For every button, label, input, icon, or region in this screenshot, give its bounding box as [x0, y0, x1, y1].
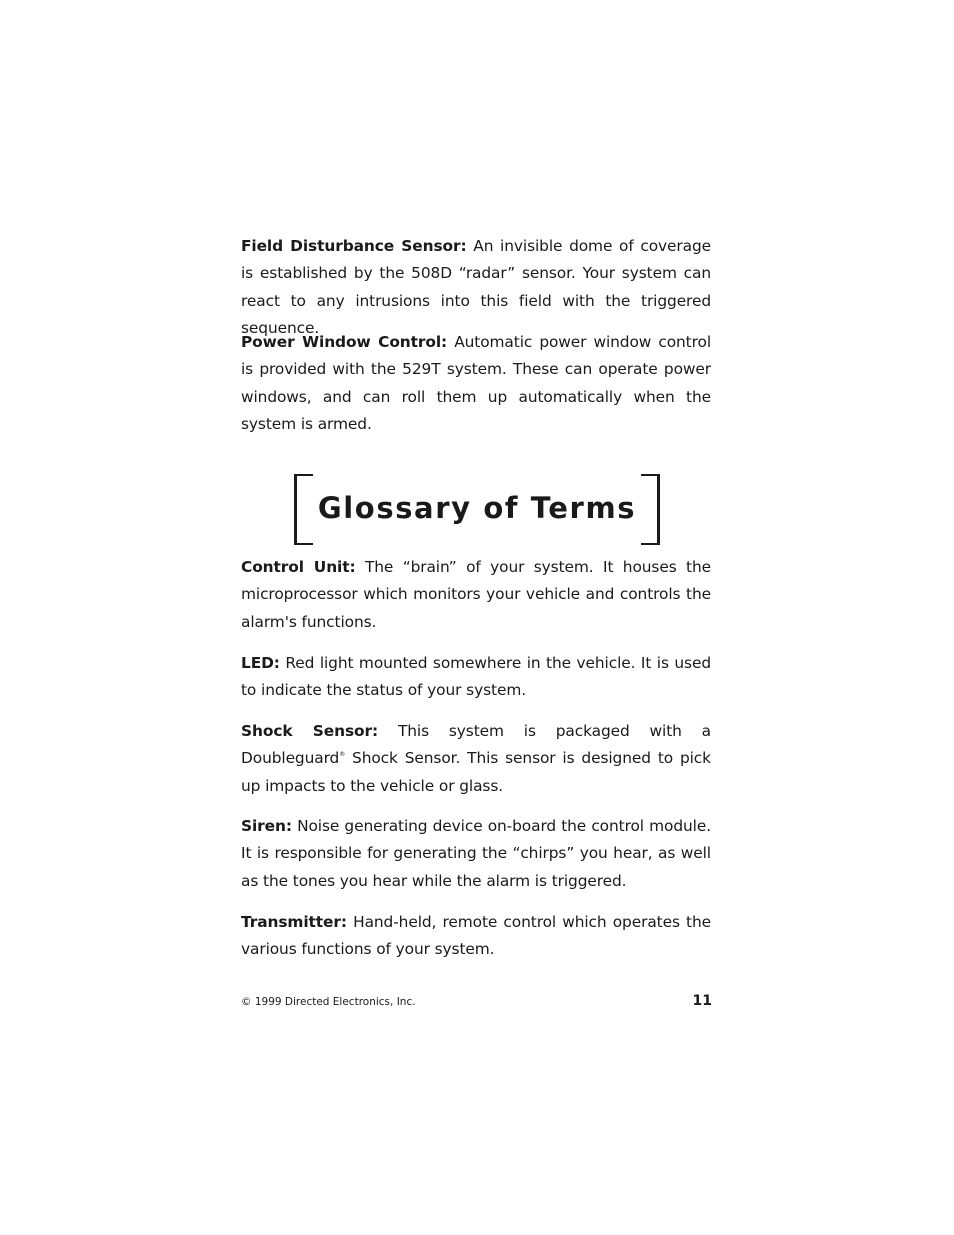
definition-power-window-control — [241, 329, 711, 438]
definition-term: Power Window Control: — [241, 333, 448, 351]
definition-text: An invisible dome of coverage is established by the 508D “radar” sensor. Your system can react to any intrusions into this field with the triggered sequence. — [241, 237, 712, 337]
glossary-definition: Red light mounted somewhere in the vehicle. It is used to indicate the status of your system. — [241, 654, 711, 700]
glossary-term: Transmitter: — [241, 913, 347, 931]
glossary-definition: Hand-held, remote control which operates the various functions of your system. — [241, 913, 711, 959]
definition-term: Field Disturbance Sensor: — [241, 237, 467, 255]
glossary-entry-shock-sensor — [241, 718, 711, 800]
glossary-term: Shock Sensor: — [241, 722, 379, 740]
glossary-definition: The “brain” of your system. It houses the microprocessor which monitors your vehicle and controls the alarm's functions. — [241, 558, 712, 631]
glossary-term: Control Unit: — [241, 558, 356, 576]
right-bracket-decoration — [641, 474, 660, 545]
glossary-definition-end: Shock Sensor. This sensor is designed to pick up impacts to the vehicle or glass. — [241, 749, 711, 795]
glossary-entry-control-unit — [241, 554, 711, 636]
registered-trademark: ® — [339, 751, 346, 759]
glossary-entry-led — [241, 650, 711, 705]
glossary-definition: Noise generating device on-board the control module. It is responsible for generating the “chirps” you hear, as well as the tones you hear while the alarm is triggered. — [241, 817, 711, 890]
page-number: 11 — [692, 993, 712, 1009]
glossary-term: LED: — [241, 654, 280, 672]
glossary-title: Glossary of Terms — [317, 491, 637, 525]
glossary-heading-box — [294, 474, 660, 545]
glossary-definition-start: This system is packaged with a Doubleguard — [241, 722, 711, 768]
glossary-entry-siren — [241, 813, 711, 895]
definition-text: Automatic power window control is provided with the 529T system. These can operate power windows, and can roll them up automatically when the system is armed. — [241, 333, 712, 433]
copyright-notice: © 1999 Directed Electronics, Inc. — [241, 996, 416, 1008]
glossary-entry-transmitter — [241, 909, 711, 964]
definition-field-disturbance-sensor — [241, 233, 711, 342]
glossary-term: Siren: — [241, 817, 292, 835]
